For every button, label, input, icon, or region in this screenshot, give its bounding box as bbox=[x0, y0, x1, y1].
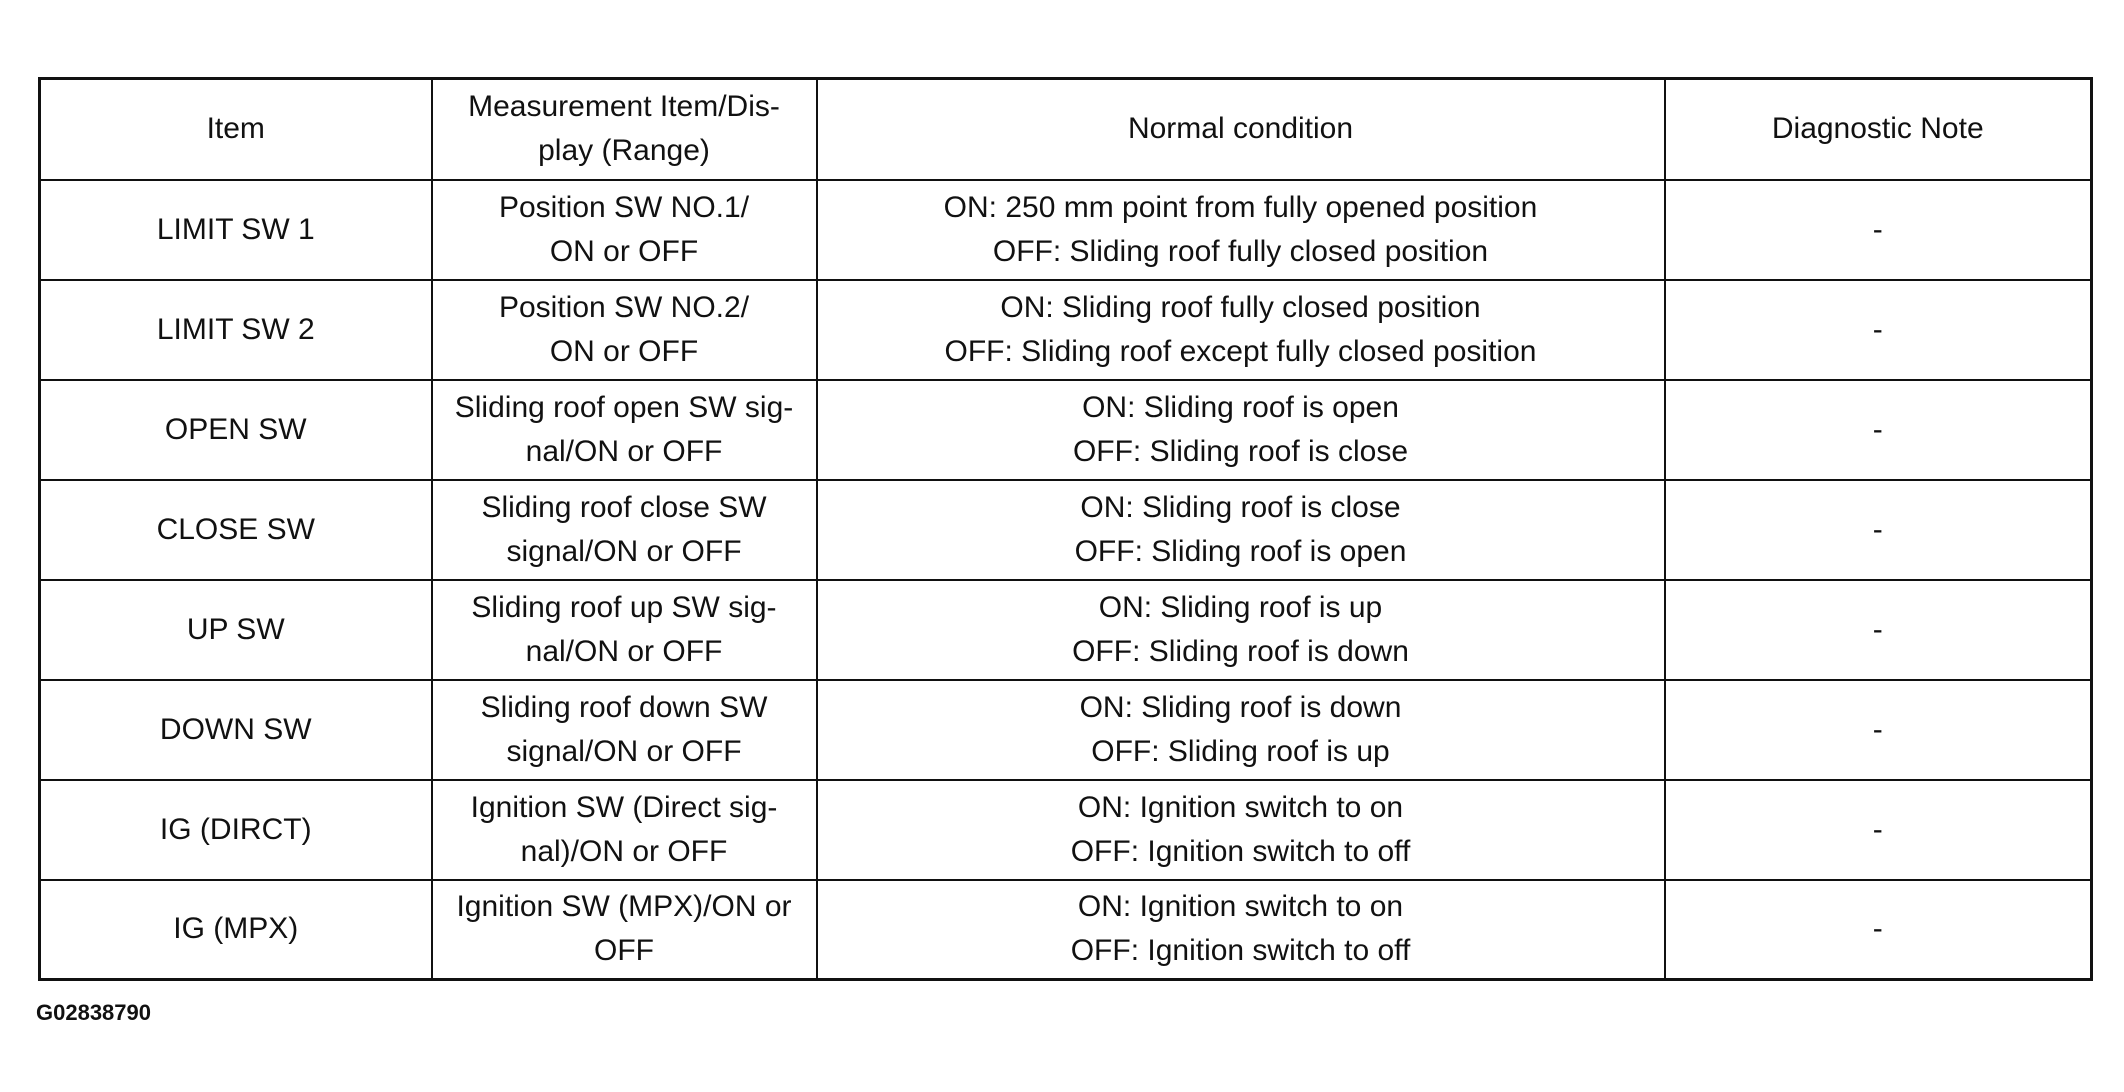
cell-normal-condition: ON: Sliding roof is up OFF: Sliding roof is down bbox=[817, 580, 1665, 680]
cell-normal-condition: ON: Sliding roof is down OFF: Sliding roof is up bbox=[817, 680, 1665, 780]
table-row bbox=[40, 180, 2092, 280]
cell-normal-condition: ON: Ignition switch to on OFF: Ignition switch to off bbox=[817, 880, 1665, 980]
table-row bbox=[40, 380, 2092, 480]
diagnostic-data-table bbox=[38, 77, 2093, 981]
cell-diagnostic-note: - bbox=[1665, 580, 2092, 680]
cell-diagnostic-note: - bbox=[1665, 380, 2092, 480]
table-header-row bbox=[40, 79, 2092, 180]
cell-diagnostic-note: - bbox=[1665, 780, 2092, 880]
cell-item: CLOSE SW bbox=[40, 480, 432, 580]
cell-measurement: Ignition SW (Direct sig- nal)/ON or OFF bbox=[432, 780, 817, 880]
cell-normal-condition: ON: 250 mm point from fully opened position OFF: Sliding roof fully closed position bbox=[817, 180, 1665, 280]
cell-measurement: Sliding roof close SW signal/ON or OFF bbox=[432, 480, 817, 580]
header-diagnostic-note: Diagnostic Note bbox=[1665, 79, 2092, 180]
cell-normal-condition: ON: Sliding roof is close OFF: Sliding roof is open bbox=[817, 480, 1665, 580]
header-normal-condition: Normal condition bbox=[817, 79, 1665, 180]
cell-diagnostic-note: - bbox=[1665, 480, 2092, 580]
cell-measurement: Position SW NO.1/ ON or OFF bbox=[432, 180, 817, 280]
header-item: Item bbox=[40, 79, 432, 180]
header-measurement-item: Measurement Item/Dis- play (Range) bbox=[432, 79, 817, 180]
table-row bbox=[40, 580, 2092, 680]
cell-item: LIMIT SW 2 bbox=[40, 280, 432, 380]
cell-item: IG (DIRCT) bbox=[40, 780, 432, 880]
table-row bbox=[40, 280, 2092, 380]
table-row bbox=[40, 780, 2092, 880]
cell-item: UP SW bbox=[40, 580, 432, 680]
cell-diagnostic-note: - bbox=[1665, 280, 2092, 380]
cell-item: DOWN SW bbox=[40, 680, 432, 780]
table-row bbox=[40, 880, 2092, 980]
figure-id-label: G02838790 bbox=[36, 1000, 151, 1025]
cell-item: IG (MPX) bbox=[40, 880, 432, 980]
cell-measurement: Sliding roof open SW sig- nal/ON or OFF bbox=[432, 380, 817, 480]
cell-measurement: Sliding roof down SW signal/ON or OFF bbox=[432, 680, 817, 780]
cell-measurement: Sliding roof up SW sig- nal/ON or OFF bbox=[432, 580, 817, 680]
cell-normal-condition: ON: Sliding roof fully closed position OFF: Sliding roof except fully closed position bbox=[817, 280, 1665, 380]
cell-normal-condition: ON: Ignition switch to on OFF: Ignition switch to off bbox=[817, 780, 1665, 880]
cell-measurement: Ignition SW (MPX)/ON or OFF bbox=[432, 880, 817, 980]
cell-normal-condition: ON: Sliding roof is open OFF: Sliding roof is close bbox=[817, 380, 1665, 480]
cell-diagnostic-note: - bbox=[1665, 680, 2092, 780]
cell-diagnostic-note: - bbox=[1665, 880, 2092, 980]
cell-item: OPEN SW bbox=[40, 380, 432, 480]
table-row bbox=[40, 680, 2092, 780]
cell-diagnostic-note: - bbox=[1665, 180, 2092, 280]
table-row bbox=[40, 480, 2092, 580]
cell-measurement: Position SW NO.2/ ON or OFF bbox=[432, 280, 817, 380]
cell-item: LIMIT SW 1 bbox=[40, 180, 432, 280]
